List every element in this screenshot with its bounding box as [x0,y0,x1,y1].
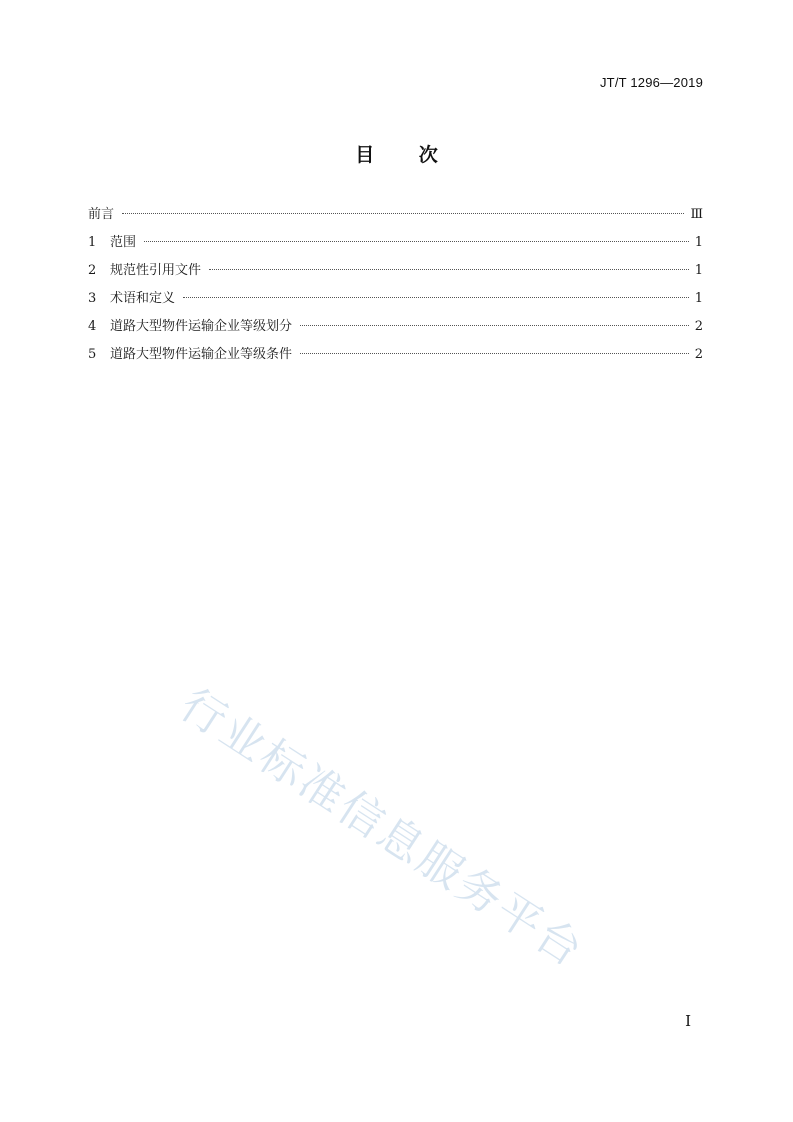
toc-entry-page: 2 [694,319,703,334]
toc-entry-page: 1 [694,263,703,278]
toc-entry-grade-classification[interactable] [88,313,703,341]
toc-entry-foreword[interactable] [88,201,703,229]
toc-entry-page: 2 [694,347,703,362]
toc-entry-label: 前言 [88,207,115,222]
toc-entry-label: 范围 [110,235,137,250]
toc-entry-number: 1 [88,235,97,250]
toc-dot-leader [122,213,684,214]
toc-entry-number: 3 [88,291,97,306]
page-number: I [685,1012,691,1030]
toc-entry-scope[interactable] [88,229,703,257]
toc-entry-label: 道路大型物件运输企业等级划分 [110,319,293,334]
toc-entry-terms-definitions[interactable] [88,285,703,313]
watermark: 行业标准信息服务平台 [171,679,594,978]
toc-entry-label: 规范性引用文件 [110,263,202,278]
toc-entry-number: 2 [88,263,97,278]
toc-entry-page: 1 [694,235,703,250]
toc-entry-page: Ⅲ [690,207,703,222]
toc-entry-page: 1 [694,291,703,306]
toc-dot-leader [144,241,689,242]
toc-title: 目 次 [355,144,438,166]
toc-entry-number: 4 [88,319,97,334]
toc-entry-grade-conditions[interactable] [88,341,703,369]
toc-entry-normative-references[interactable] [88,257,703,285]
toc-entry-label: 术语和定义 [110,291,176,306]
toc-entry-number: 5 [88,347,97,362]
table-of-contents [88,201,703,369]
toc-dot-leader [183,297,689,298]
toc-dot-leader [300,325,689,326]
toc-dot-leader [209,269,689,270]
document-code: JT/T 1296—2019 [599,75,703,90]
toc-dot-leader [300,353,689,354]
toc-entry-label: 道路大型物件运输企业等级条件 [110,347,293,362]
